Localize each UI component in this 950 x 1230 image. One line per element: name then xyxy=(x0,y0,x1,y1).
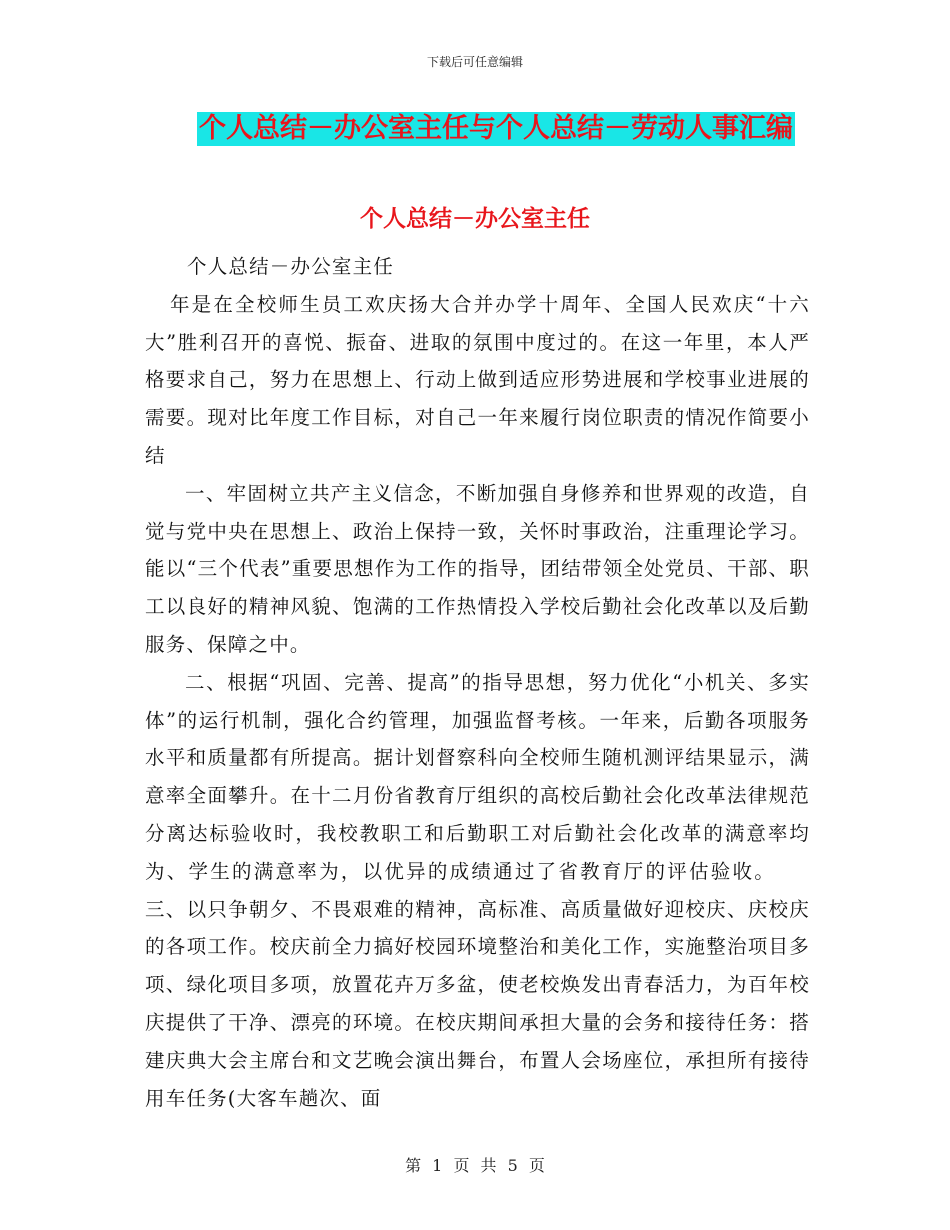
section-title: 个人总结－办公室主任 xyxy=(360,206,590,232)
lead-line: 个人总结－办公室主任 xyxy=(187,255,395,278)
paragraph-3 xyxy=(145,664,810,1118)
page-header-note: 下载后可任意编辑 xyxy=(426,55,523,69)
main-title-container xyxy=(0,112,950,146)
paragraph-3-part-a: 二、根据“巩固、完善、提高”的指导思想，努力优化“小机关、多实体”的运行机制，强化合约管理，加强监督考核。一年来，后勤各项服务水平和质量都有所提高。据计划督察科向全校师生随机测评结果显示，满意率全面攀升。在十二月份省教育厅组织的高校后勤社会化改革法律规范分离达标验收时，我校教职工和后勤职工对后勤社会化改革的满意率均为、学生的满意率为，以优异的成绩通过了省教育厅的评估验收。 xyxy=(145,670,810,883)
paragraph-3-part-b: 三、以只争朝夕、不畏艰难的精神，高标准、高质量做好迎校庆、庆校庆的各项工作。校庆前全力搞好校园环境整治和美化工作，实施整治项目多项、绿化项目多项，放置花卉万多盆，使老校焕发出青春活力，为百年校庆提供了干净、漂亮的环境。在校庆期间承担大量的会务和接待任务：搭建庆典大会主席台和文艺晚会演出舞台，布置人会场座位，承担所有接待用车任务(大客车趟次、面 xyxy=(145,897,810,1110)
page-footer: 第 1 页 共 5 页 xyxy=(405,1156,545,1175)
document-body xyxy=(145,248,810,1117)
paragraph-2: 一、牢固树立共产主义信念，不断加强自身修养和世界观的改造，自觉与党中央在思想上、政治上保持一致，关怀时事政治，注重理论学习。能以“三个代表”重要思想作为工作的指导，团结带领全处党员、干部、职工以良好的精神风貌、饱满的工作热情投入学校后勤社会化改革以及后勤服务、保障之中。 xyxy=(145,481,810,656)
main-title: 个人总结－办公室主任与个人总结－劳动人事汇编 xyxy=(199,113,793,144)
paragraph-1: 年是在全校师生员工欢庆扬大合并办学十周年、全国人民欢庆“十六大”胜利召开的喜悦、振奋、进取的氛围中度过的。在这一年里，本人严格要求自己，努力在思想上、行动上做到适应形势进展和学校事业进展的需要。现对比年度工作目标，对自己一年来履行岗位职责的情况作简要小结 xyxy=(145,292,810,467)
